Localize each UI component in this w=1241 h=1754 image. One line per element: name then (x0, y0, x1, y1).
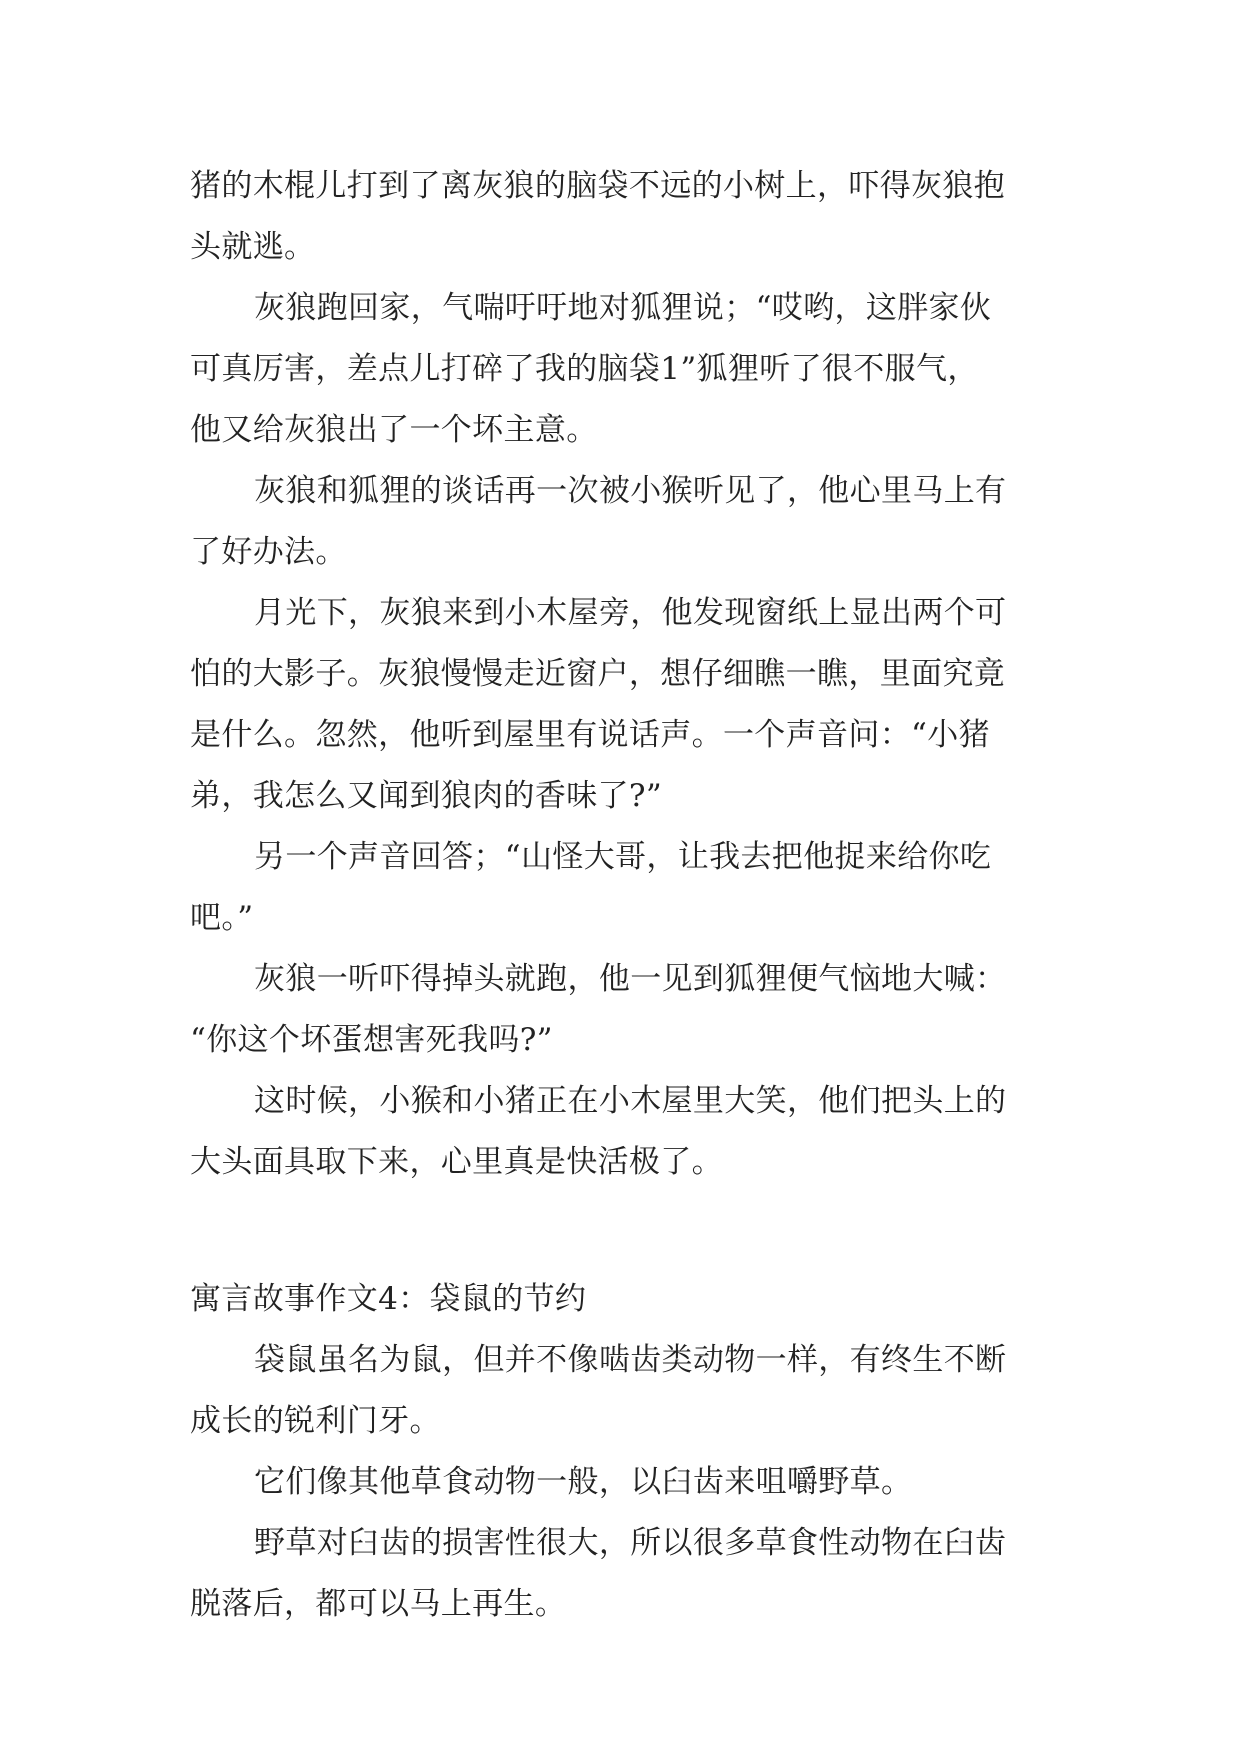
paragraph-start: 灰狼跑回家，气喘吁吁地对狐狸说；“哎哟，这胖家伙 (254, 290, 992, 326)
text-line: 弟，我怎么又闻到狼肉的香味了?” (190, 778, 663, 814)
text-line: 是什么。忽然，他听到屋里有说话声。一个声音问：“小猪 (190, 717, 990, 753)
text-line: 成长的锐利门牙。 (190, 1403, 441, 1439)
text-line: 头就逃。 (190, 229, 316, 265)
text-line: 大头面具取下来，心里真是快活极了。 (190, 1144, 723, 1180)
paragraph-start: 这时候，小猴和小猪正在小木屋里大笑，他们把头上的 (254, 1083, 1007, 1119)
text-line: 可真厉害，差点儿打碎了我的脑袋1”狐狸听了很不服气， (190, 351, 979, 387)
paragraph-start: 野草对臼齿的损害性很大，所以很多草食性动物在臼齿 (254, 1525, 1007, 1561)
text-line: “你这个坏蛋想害死我吗?” (190, 1022, 553, 1058)
paragraph-start: 它们像其他草食动物一般，以臼齿来咀嚼野草。 (254, 1464, 913, 1500)
text-line: 怕的大影子。灰狼慢慢走近窗户，想仔细瞧一瞧，里面究竟 (190, 656, 1006, 692)
section-heading: 寓言故事作文4：袋鼠的节约 (190, 1281, 587, 1317)
paragraph-start: 另一个声音回答；“山怪大哥，让我去把他捉来给你吃 (254, 839, 992, 875)
text-line: 了好办法。 (190, 534, 347, 570)
paragraph-start: 灰狼一听吓得掉头就跑，他一见到狐狸便气恼地大喊： (254, 961, 1007, 997)
paragraph-start: 袋鼠虽名为鼠，但并不像啮齿类动物一样，有终生不断 (254, 1342, 1007, 1378)
document-body (190, 156, 1060, 1635)
paragraph-start: 灰狼和狐狸的谈话再一次被小猴听见了，他心里马上有 (254, 473, 1007, 509)
text-line: 吧。” (190, 900, 254, 936)
text-line: 猪的木棍儿打到了离灰狼的脑袋不远的小树上，吓得灰狼抱 (190, 168, 1006, 204)
text-line: 脱落后，都可以马上再生。 (190, 1586, 567, 1622)
section-gap (190, 1193, 1060, 1269)
paragraph-start: 月光下，灰狼来到小木屋旁，他发现窗纸上显出两个可 (254, 595, 1007, 631)
text-line: 他又给灰狼出了一个坏主意。 (190, 412, 598, 448)
